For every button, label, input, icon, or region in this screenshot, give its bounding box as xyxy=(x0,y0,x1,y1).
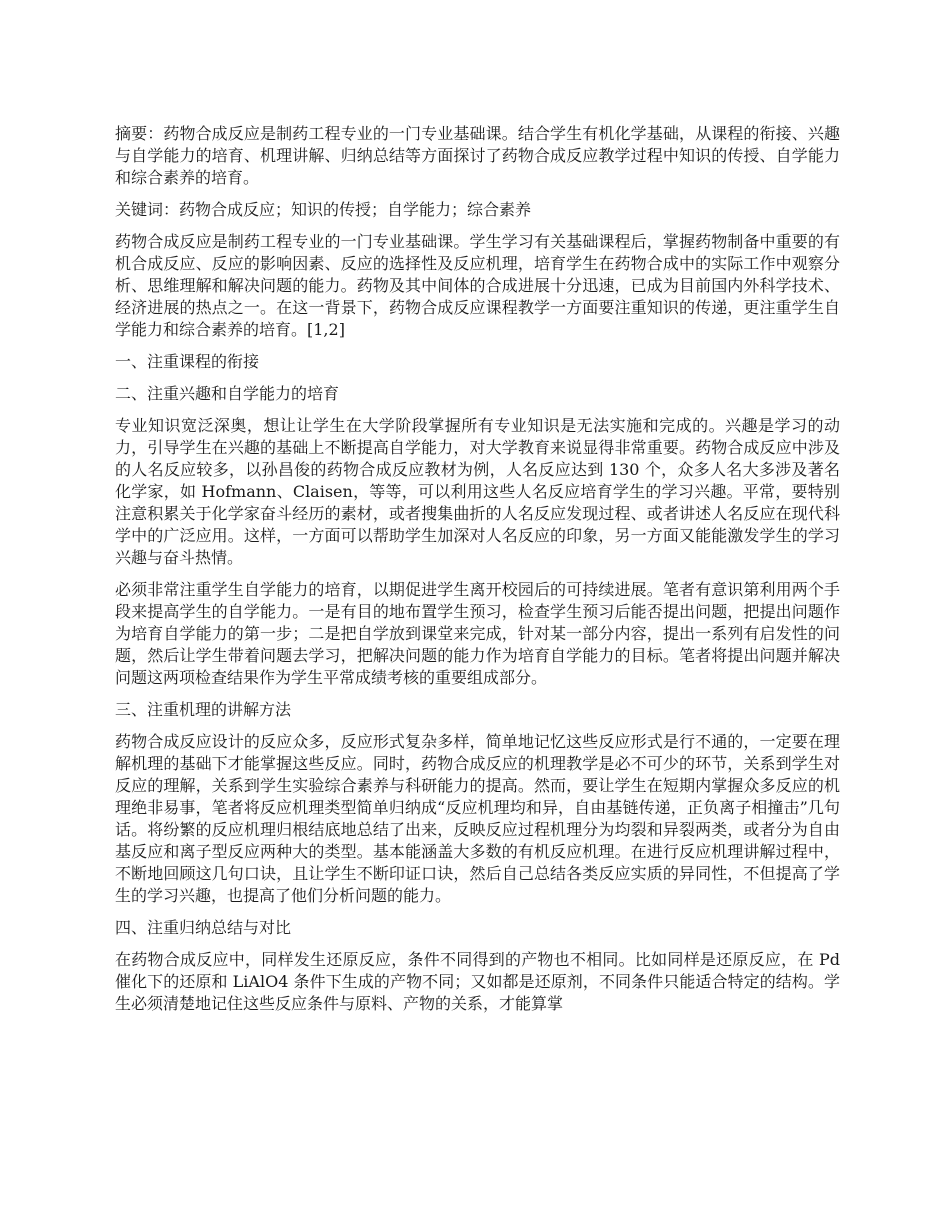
section-2-paragraph-1: 专业知识宽泛深奥，想让让学生在大学阶段掌握所有专业知识是无法实施和完成的。兴趣是学习的动力，引导学生在兴趣的基础上不断提高自学能力，对大学教育来说显得非常重要。药物合成反应中涉及的人名反应较多，以孙昌俊的药物合成反应教材为例，人名反应达到 130 个，众多人名大多涉及著名化学家，如 Hofmann、Claisen，等等，可以利用这些人名反应培育学生的学习兴趣。平常，要特别注意积累关于化学家奋斗经历的素材，或者搜集曲折的人名反应发现过程、或者讲述人名反应在现代科学中的广泛应用。这样，一方面可以帮助学生加深对人名反应的印象，另一方面又能能激发学生的学习兴趣与奋斗热情。 xyxy=(115,416,840,567)
abstract-paragraph: 摘要：药物合成反应是制药工程专业的一门专业基础课。结合学生有机化学基础，从课程的衔接、兴趣与自学能力的培育、机理讲解、归纳总结等方面探讨了药物合成反应教学过程中知识的传授、自学能力和综合素养的培育。 xyxy=(115,124,840,187)
section-3-paragraph-1: 药物合成反应设计的反应众多，反应形式复杂多样，简单地记忆这些反应形式是行不通的，一定要在理解机理的基础下才能掌握这些反应。同时，药物合成反应的机理教学是必不可少的环节，关系到学生对反应的理解，关系到学生实验综合素养与科研能力的提高。然而，要让学生在短期内掌握众多反应的机理绝非易事，笔者将反应机理类型简单归纳成“反应机理均和异，自由基链传递，正负离子相撞击”几句话。将纷繁的反应机理归根结底地总结了出来，反映反应过程机理分为均裂和异裂两类，或者分为自由基反应和离子型反应两种大的类型。基本能涵盖大多数的有机反应机理。在进行反应机理讲解过程中，不断地回顾这几句口诀，且让学生不断印证口诀，然后自己总结各类反应实质的异同性，不但提高了学生的学习兴趣，也提高了他们分析问题的能力。 xyxy=(115,732,840,905)
section-4-paragraph-1: 在药物合成反应中，同样发生还原反应，条件不同得到的产物也不相同。比如同样是还原反应，在 Pd 催化下的还原和 LiAlO4 条件下生成的产物不同；又如都是还原剂，不同条件只能适合特定的结构。学生必须清楚地记住这些反应条件与原料、产物的关系，才能算掌 xyxy=(115,950,840,1013)
section-2-heading: 二、注重兴趣和自学能力的培育 xyxy=(115,384,340,403)
intro-paragraph: 药物合成反应是制药工程专业的一门专业基础课。学生学习有关基础课程后，掌握药物制备中重要的有机合成反应、反应的影响因素、反应的选择性及反应机理，培育学生在药物合成中的实际工作中观察分析、思维理解和解决问题的能力。药物及其中间体的合成进展十分迅速，已成为目前国内外科学技术、经济进展的热点之一。在这一背景下，药物合成反应课程教学一方面要注重知识的传递，更注重学生自学能力和综合素养的培育。[1,2] xyxy=(115,232,840,339)
section-3-heading: 三、注重机理的讲解方法 xyxy=(115,700,292,719)
document-body xyxy=(115,123,840,1025)
section-4-heading: 四、注重归纳总结与对比 xyxy=(115,918,292,937)
keywords-line: 关键词：药物合成反应；知识的传授；自学能力；综合素养 xyxy=(115,200,532,219)
section-1-heading: 一、注重课程的衔接 xyxy=(115,352,260,371)
section-2-paragraph-2: 必须非常注重学生自学能力的培育，以期促进学生离开校园后的可持续进展。笔者有意识第利用两个手段来提高学生的自学能力。一是有目的地布置学生预习，检查学生预习后能否提出问题，把提出问题作为培育自学能力的第一步；二是把自学放到课堂来完成，针对某一部分内容，提出一系列有启发性的问题，然后让学生带着问题去学习，把解决问题的能力作为培育自学能力的目标。笔者将提出问题并解决问题这两项检查结果作为学生平常成绩考核的重要组成部分。 xyxy=(115,580,840,687)
